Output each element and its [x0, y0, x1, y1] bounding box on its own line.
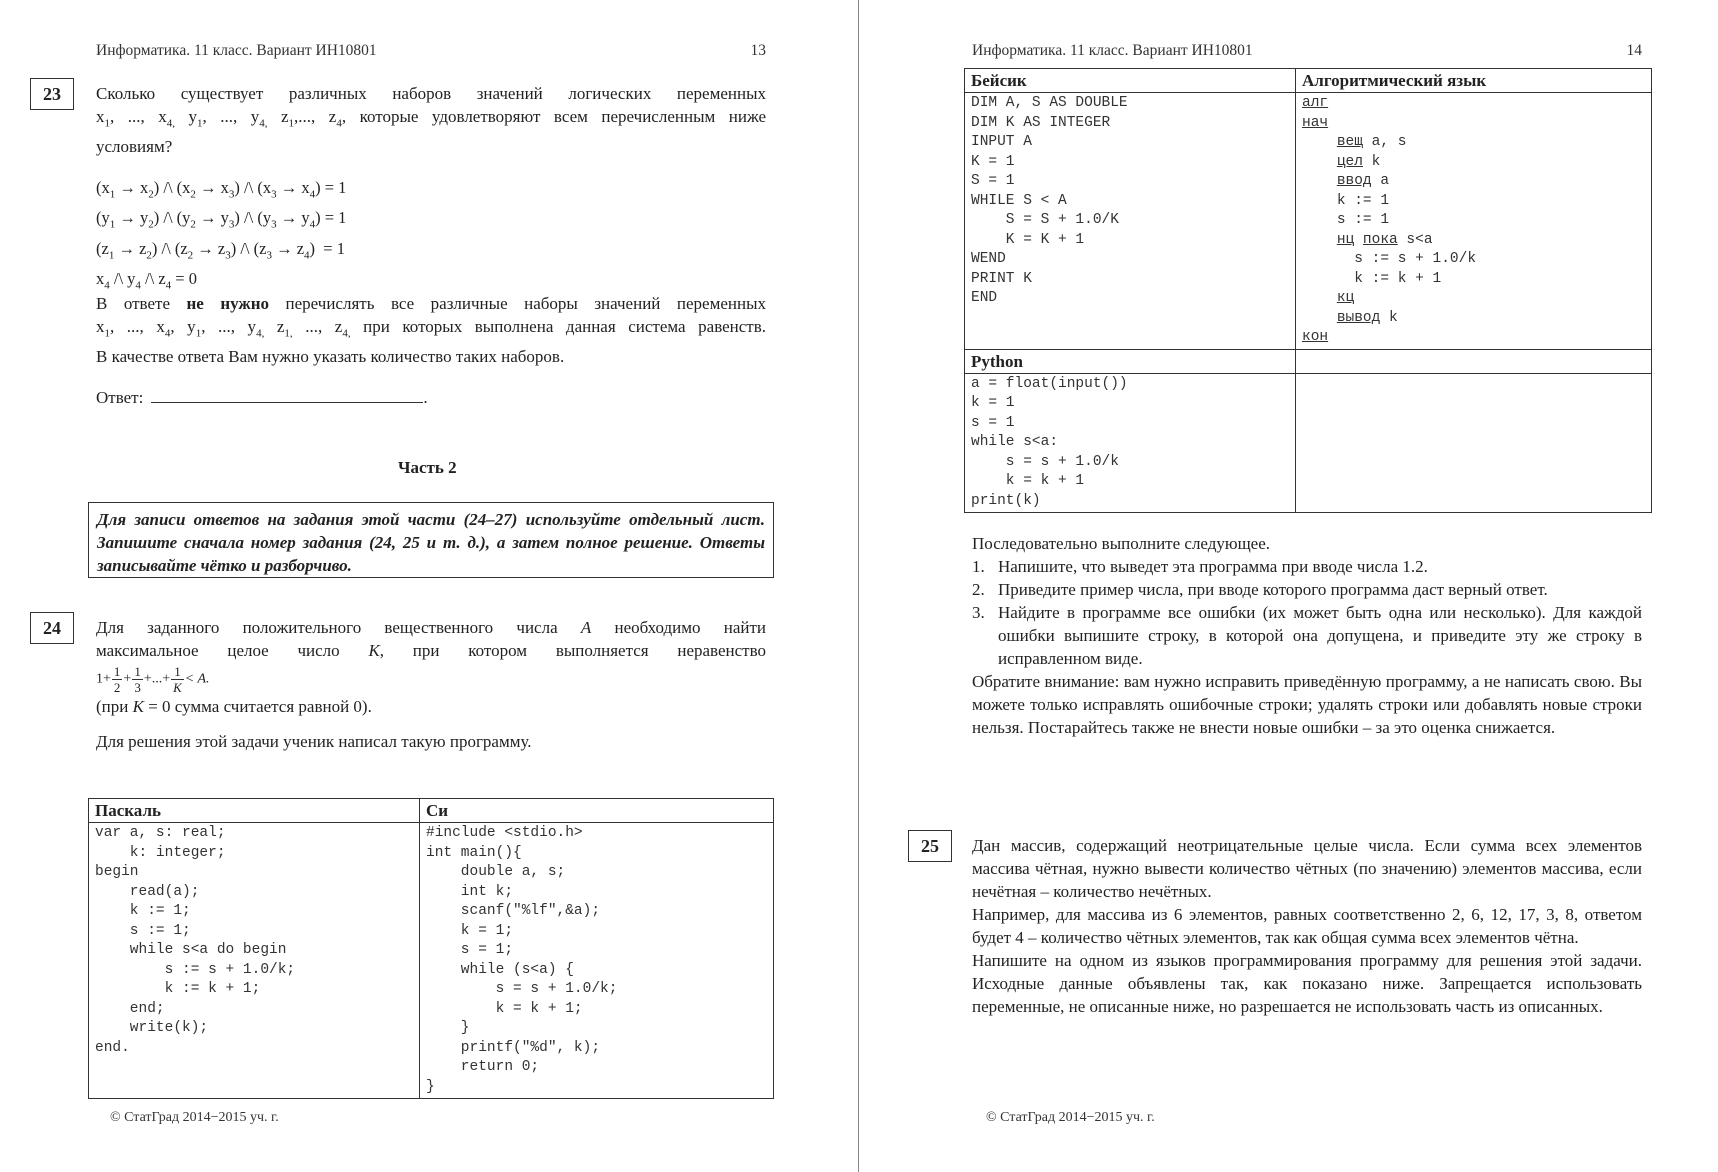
answer-end: . [423, 388, 428, 407]
fraction [171, 664, 184, 695]
empty-cell [1296, 349, 1652, 373]
part-2-title: Часть 2 [398, 458, 457, 477]
frac-den: K [173, 680, 182, 695]
answer-field [96, 386, 428, 409]
algo-kw: ввод [1336, 173, 1372, 189]
task24-line: Для заданного положительного вещественного числа A необходимо найти [96, 618, 766, 637]
basic-header: Бейсик [965, 69, 1296, 93]
algo-text: k [1362, 153, 1381, 170]
task-item-text: Приведите пример числа, при вводе которого программа даст верный ответ. [998, 580, 1548, 599]
pascal-header: Паскаль [89, 799, 420, 823]
question-line: условиям? [96, 137, 173, 157]
attention-note: Обратите внимание: вам нужно исправить приведённую программу, а не написать свою. Вы можете только исправлять ошибочные строки; удалять строки или добавлять новые строки нельзя. Постарайтесь также не внести новые ошибки – за это оценка снижается. [972, 672, 1642, 737]
task-item [972, 601, 1642, 670]
algo-kw: цел [1336, 153, 1363, 170]
footer: © СтатГрад 2014−2015 уч. г. [986, 1110, 1155, 1125]
fraction [112, 664, 123, 695]
header-title: Информатика. 11 класс. Вариант ИН10801 [972, 42, 1253, 59]
task-number-24: 24 [30, 612, 74, 644]
python-code: a = float(input()) k = 1 s = 1 while s<a: s = s + 1.0/k k = k + 1 print(k) [971, 375, 1128, 509]
note-line: В качестве ответа Вам нужно указать количество таких наборов. [96, 347, 565, 367]
footer: © СтатГрад 2014−2015 уч. г. [110, 1110, 279, 1125]
task24-line: (при K = 0 сумма считается равной 0). [96, 697, 372, 716]
task25-text [972, 834, 1642, 1018]
task-item-number: 1. [972, 557, 985, 576]
answer-blank[interactable] [151, 386, 423, 403]
empty-cell [1296, 373, 1652, 513]
equation-conj: $x_4$ /\ $y_4$ /\ $z_4 = 0$ [96, 268, 197, 292]
task-item-number: 2. [972, 580, 985, 599]
ineq-dots: +...+ [143, 671, 171, 687]
page-number: 13 [750, 42, 766, 59]
page-divider [858, 0, 859, 1172]
question-line: Сколько существует различных наборов значений логических переменных [96, 84, 766, 103]
algo-text: k [1380, 309, 1398, 326]
algo-text: k := k + 1 [1354, 270, 1442, 287]
part2-instructions: Для записи ответов на задания этой части (24–27) используйте отдельный лист. Запишите сначала номер задания (24, 25 и т. д.), а затем полное решение. Ответы записывайте чётко и разборчиво. [88, 502, 774, 578]
note-line: $x_1$, ..., $x_4$, $y_1$, ..., $y_{4,}$ $z_{1,}$ ..., $z_{4,}$ при которых выполнена данная система равенств. [96, 317, 767, 340]
python-header: Python [965, 349, 1296, 373]
note-prefix: В ответе [96, 294, 170, 313]
question-line: $x_1$, ..., $x_{4,}$ $y_1$, ..., $y_{4,}$ $z_1$,..., $z_4$, которые удовлетворяют всем перечисленным ниже [96, 107, 767, 130]
frac-den: 2 [113, 680, 121, 695]
frac-den: 3 [134, 680, 141, 695]
note-bold: не нужно [186, 294, 270, 313]
page-header [96, 42, 766, 60]
algo-text: s := 1 [1336, 212, 1390, 228]
task24-instructions [972, 532, 1642, 739]
answer-label: Ответ: [96, 388, 144, 407]
code-table-pascal-c [88, 798, 774, 1099]
algo-kw: вывод [1336, 309, 1381, 326]
page-header [972, 42, 1642, 60]
fraction [132, 664, 143, 695]
task23-question [96, 82, 766, 158]
c-header: Си [420, 799, 774, 823]
c-code: #include <stdio.h> int main(){ double a, s; int k; scanf("%lf",&a); k = 1; s = 1; while (s<a) { s = s + 1.0/k; k = k + 1; } printf("%d", k); return 0; } [426, 825, 618, 1095]
task23-note [96, 292, 766, 368]
task-item [972, 555, 1642, 578]
page-number: 14 [1626, 42, 1642, 59]
ineq-tail: < A. [184, 671, 210, 687]
code-table-basic-algo-python [964, 68, 1652, 513]
pascal-code-cell [89, 823, 420, 1099]
equation-x: $(x_1 \to x_2)$ /\ $(x_2 \to x_3)$ /\ $(x_3 \to x_4) = 1$ [96, 178, 347, 201]
page-14 [860, 0, 1718, 1172]
task24-line: максимальное целое число K, при котором выполняется неравенство [96, 641, 766, 660]
frac-num: 1 [174, 664, 181, 679]
tasks-intro: Последовательно выполните следующее. [972, 534, 1271, 553]
algo-kw: кц [1336, 290, 1355, 306]
note-line [96, 292, 766, 315]
algo-text: k := 1 [1336, 192, 1390, 209]
equation-y: $(y_1 \to y_2)$ /\ $(y_2 \to y_3)$ /\ $(y_3 \to y_4) = 1$ [96, 208, 347, 231]
note-rest: перечислять все различные наборы значений переменных [285, 294, 766, 313]
header-title: Информатика. 11 класс. Вариант ИН10801 [96, 42, 377, 59]
task-item [972, 578, 1642, 601]
algo-kw: вещ [1336, 134, 1363, 150]
task24-line: Для решения этой задачи ученик написал такую программу. [96, 732, 532, 751]
frac-num: 1 [113, 664, 121, 679]
c-code-cell [420, 823, 774, 1099]
task-number-25: 25 [908, 830, 952, 862]
task23-equations [96, 176, 346, 297]
task24-text [96, 616, 766, 753]
algo-code-cell [1296, 93, 1652, 350]
algo-text: a [1371, 173, 1390, 189]
algo-code [1302, 94, 1645, 348]
task-number-23: 23 [30, 78, 74, 110]
ineq-plus: + [123, 671, 132, 687]
task-item-number: 3. [972, 603, 985, 622]
task25-p2: Например, для массива из 6 элементов, равных соответственно 2, 6, 12, 17, 3, 8, ответом будет 4 – количество чётных элементов, так как общая сумма всех элементов чётна. [972, 905, 1642, 947]
python-code-cell [965, 373, 1296, 513]
task-item-text: Напишите, что выведет эта программа при вводе числа 1.2. [998, 557, 1428, 576]
algo-text: a, s [1362, 134, 1407, 150]
task25-p1: Дан массив, содержащий неотрицательные целые числа. Если сумма всех элементов массива чётная, нужно вывести количество чётных (по значению) элементов массива, если нечётная – количество нечётных. [972, 836, 1642, 901]
algo-kw: нц [1336, 231, 1355, 248]
frac-num: 1 [134, 664, 141, 679]
algo-kw: алг [1302, 95, 1329, 111]
task25-p3: Напишите на одном из языков программирования программу для решения этой задачи. Исходные данные объявлены так, как показано ниже. Запрещается использовать переменные, не описанные ниже, но разрешается не использовать часть из описанных. [972, 951, 1642, 1016]
pascal-code: var a, s: real; k: integer; begin read(a); k := 1; s := 1; while s<a do begin s := s + 1.0/k; k := k + 1; end; write(k); end. [95, 825, 296, 1056]
algo-text: s<a [1397, 231, 1433, 248]
ineq-one: 1+ [96, 671, 111, 687]
algo-kw: пока [1362, 231, 1398, 248]
basic-code-cell [965, 93, 1296, 350]
basic-code: DIM A, S AS DOUBLE DIM K AS INTEGER INPUT A K = 1 S = 1 WHILE S < A S = S + 1.0/K K = K + 1 WEND PRINT K END [971, 95, 1128, 306]
algo-text: s := s + 1.0/k [1354, 251, 1477, 267]
task-item-text: Найдите в программе все ошибки (их может быть одна или несколько). Для каждой ошибки выпишите строку, в которой она допущена, и приведите эту же строку в исправленном виде. [998, 603, 1642, 668]
equation-z: $(z_1 \to z_2)$ /\ $(z_2 \to z_3)$ /\ $(z_3 \to z_4) = 1$ [96, 238, 345, 261]
algo-kw: кон [1302, 329, 1329, 345]
algo-header: Алгоритмический язык [1296, 69, 1652, 93]
inequality [96, 664, 766, 695]
algo-kw: нач [1302, 114, 1329, 131]
page-13 [0, 0, 858, 1172]
